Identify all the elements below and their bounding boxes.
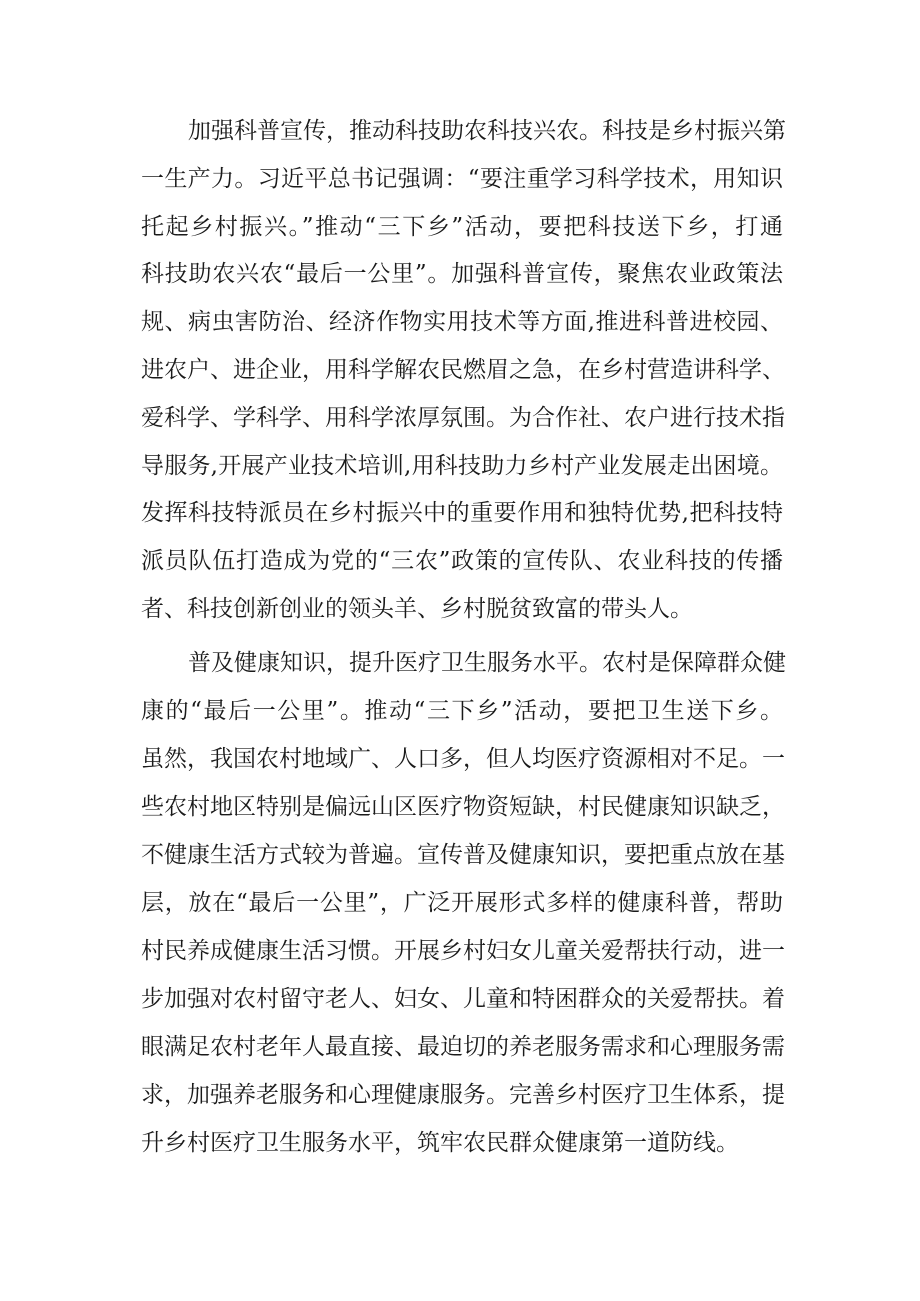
- paragraph-line: 规、病虫害防治、经济作物实用技术等方面,推进科普进校园、: [141, 309, 783, 335]
- paragraph-line: 村民养成健康生活习惯。开展乡村妇女儿童关爱帮扶行动，进一: [141, 938, 785, 964]
- paragraph-line: 导服务,开展产业技术培训,用科技助力乡村产业发展走出困境。: [141, 453, 783, 479]
- paragraph-line: 派员队伍打造成为党的“三农”政策的宣传队、农业科技的传播: [141, 548, 783, 574]
- paragraph-line: 层，放在“最后一公里”，广泛开展形式多样的健康科普，帮助: [141, 890, 783, 916]
- paragraph-line: 发挥科技特派员在乡村振兴中的重要作用和独特优势,把科技特: [141, 500, 783, 526]
- paragraph-line: 些农村地区特别是偏远山区医疗物资短缺，村民健康知识缺乏，: [141, 794, 785, 820]
- paragraph-line: 求，加强养老服务和心理健康服务。完善乡村医疗卫生体系，提: [141, 1082, 785, 1108]
- paragraph-line: 爱科学、学科学、用科学浓厚氛围。为合作社、农户进行技术指: [141, 405, 785, 431]
- paragraph-line: 科技助农兴农“最后一公里”。加强科普宣传，聚焦农业政策法: [141, 261, 783, 287]
- paragraph-line: 步加强对农村留守老人、妇女、儿童和特困群众的关爱帮扶。着: [141, 986, 785, 1012]
- paragraph-line: 托起乡村振兴。”推动“三下乡”活动，要把科技送下乡，打通: [141, 214, 783, 240]
- paragraph-line: 进农户、进企业，用科学解农民燃眉之急，在乡村营造讲科学、: [141, 357, 785, 383]
- paragraph-line: 眼满足农村老年人最直接、最迫切的养老服务需求和心理服务需: [141, 1034, 785, 1060]
- paragraph-line: 升乡村医疗卫生服务水平，筑牢农民群众健康第一道防线。: [141, 1130, 739, 1156]
- paragraph-line: 虽然，我国农村地域广、人口多，但人均医疗资源相对不足。一: [141, 746, 785, 772]
- paragraph-line: 一生产力。习近平总书记强调：“要注重学习科学技术，用知识: [141, 166, 783, 192]
- paragraph-line: 不健康生活方式较为普遍。宣传普及健康知识，要把重点放在基: [141, 842, 785, 868]
- paragraph-line: 者、科技创新创业的领头羊、乡村脱贫致富的带头人。: [141, 596, 693, 622]
- paragraph-line: 康的“最后一公里”。推动“三下乡”活动，要把卫生送下乡。: [141, 698, 783, 724]
- paragraph-line: 普及健康知识，提升医疗卫生服务水平。农村是保障群众健: [188, 650, 786, 676]
- paragraph-line: 加强科普宣传，推动科技助农科技兴农。科技是乡村振兴第: [188, 118, 786, 144]
